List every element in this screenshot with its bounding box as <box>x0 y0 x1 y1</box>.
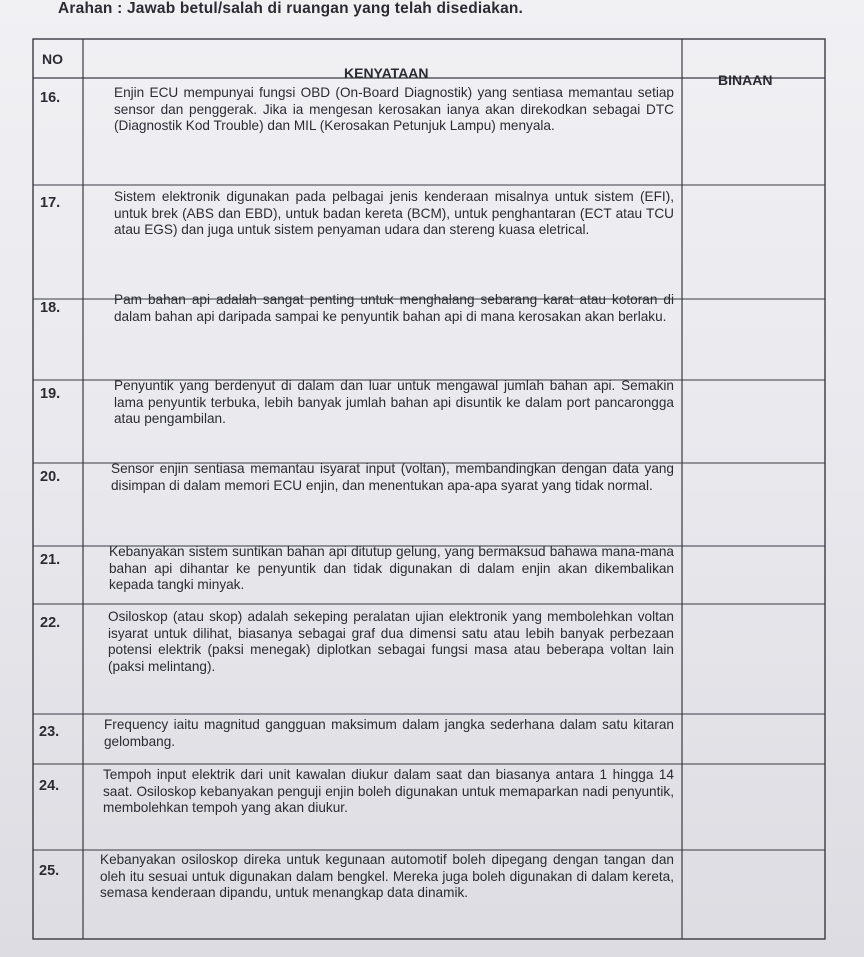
statement-text: Sensor enjin sentiasa memantau isyarat input (voltan), membandingkan dengan data yang disimpan di dalam memori ECU enjin, dan menentukan apa-apa syarat yang tidak normal. <box>111 461 674 493</box>
row-number: 22. <box>40 615 61 631</box>
answer-cell[interactable] <box>684 187 824 298</box>
answer-cell[interactable] <box>684 80 824 184</box>
statement-text: Penyuntik yang berdenyut di dalam dan luar untuk mengawal jumlah bahan api. Semakin lama penyuntik terbuka, lebih banyak jumlah bahan api disuntik ke dalam port pancarongga atau pengambilan. <box>114 378 674 427</box>
row-number: 16. <box>40 90 61 106</box>
instruction-text: Arahan : Jawab betul/salah di ruangan yang telah disediakan. <box>58 0 524 17</box>
statement-text: Tempoh input elektrik dari unit kawalan diukur dalam saat dan biasanya antara 1 hingga 14 saat. Osiloskop kebanyakan penguji enjin boleh digunakan untuk memaparkan nadi penyuntik, membolehkan tempoh yang akan diukur. <box>103 767 674 816</box>
row-number: 21. <box>40 552 61 568</box>
true-false-table <box>32 38 826 940</box>
header-statement: KENYATAAN <box>344 65 429 81</box>
answer-cell[interactable] <box>684 548 824 603</box>
statement-text: Osiloskop (atau skop) adalah sekeping peralatan ujian elektronik yang membolehkan voltan isyarat untuk dilihat, biasanya sebagai graf dua dimensi satu atau lebih banyak perbezaan potensi elektrik (paksi menegak) diplotkan sebagai fungsi masa atau beberapa voltan lain (paksi melintang). <box>108 609 674 674</box>
row-number: 24. <box>39 778 60 794</box>
answer-cell[interactable] <box>684 382 824 462</box>
header-no: NO <box>42 51 63 67</box>
row-number: 25. <box>39 863 60 879</box>
row-number: 19. <box>40 386 61 402</box>
row-number: 18. <box>40 300 61 316</box>
statement-text: Pam bahan api adalah sangat penting untuk menghalang sebarang karat atau kotoran di dalam bahan api daripada sampai ke penyuntik bahan api di mana kerosakan akan berlaku. <box>114 292 674 324</box>
answer-cell[interactable] <box>684 852 824 938</box>
statement-text: Sistem elektronik digunakan pada pelbagai jenis kenderaan misalnya untuk sistem (EFI), untuk brek (ABS dan EBD), untuk badan kereta (BCM), untuk penghantaran (ECT atau TCU atau EGS) dan juga untuk sistem penyaman udara dan stereng kuasa eletrical. <box>114 189 674 238</box>
answer-cell[interactable] <box>684 465 824 545</box>
answer-cell[interactable] <box>684 766 824 849</box>
row-number: 23. <box>39 724 60 740</box>
header-answer: BINAAN <box>718 72 773 88</box>
answer-cell[interactable] <box>684 301 824 379</box>
answer-cell[interactable] <box>684 716 824 763</box>
row-number: 20. <box>40 469 61 485</box>
row-number: 17. <box>40 195 61 211</box>
statement-text: Enjin ECU mempunyai fungsi OBD (On-Board Diagnostik) yang sentiasa memantau setiap sensor dan penggerak. Jika ia mengesan kerosakan ianya akan direkodkan sebagai DTC (Diagnostik Kod Trouble) dan MIL (Kerosakan Petunjuk Lampu) menyala. <box>114 85 674 134</box>
statement-text: Frequency iaitu magnitud gangguan maksimum dalam jangka sederhana dalam satu kitaran gelombang. <box>104 717 674 749</box>
statement-text: Kebanyakan osiloskop direka untuk kegunaan automotif boleh dipegang dengan tangan dan oleh itu sesuai untuk digunakan dalam bengkel. Mereka juga boleh digunakan di dalam kereta, semasa kenderaan dipandu, untuk menangkap data dinamik. <box>100 852 674 901</box>
statement-text: Kebanyakan sistem suntikan bahan api ditutup gelung, yang bermaksud bahawa mana-mana bahan api dihantar ke penyuntik dan tidak digunakan di dalam enjin akan dikembalikan kepada tangki minyak. <box>109 544 674 593</box>
answer-cell[interactable] <box>684 606 824 713</box>
